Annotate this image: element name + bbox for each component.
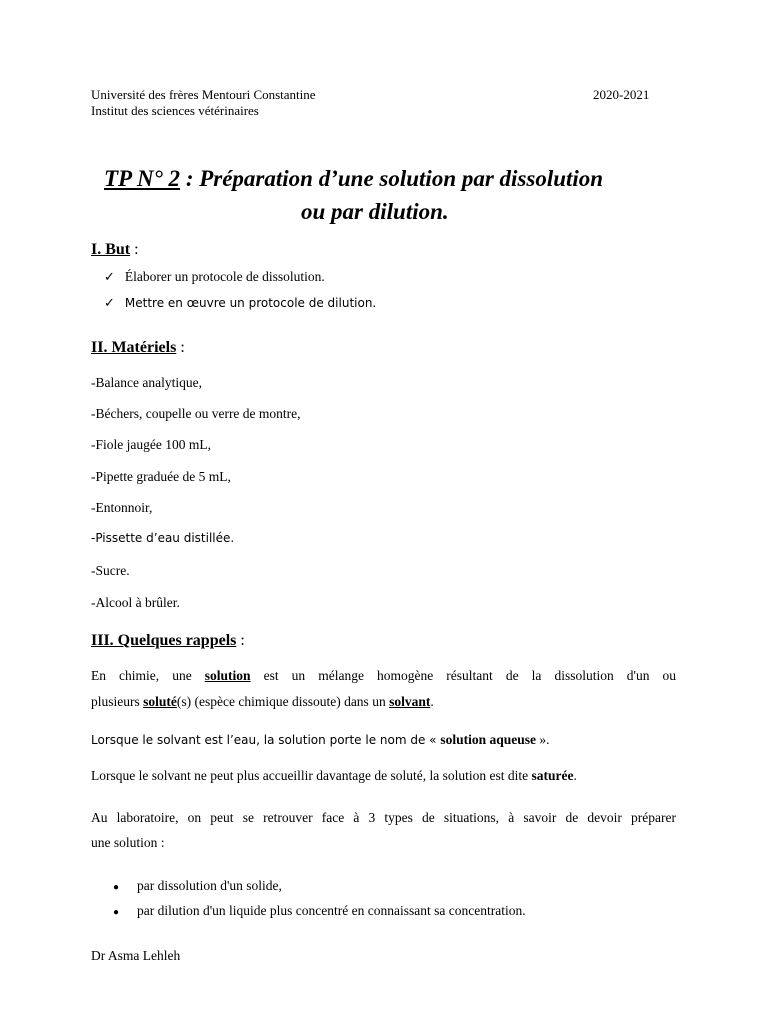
text-fragment: ».	[535, 732, 550, 747]
list-item	[113, 877, 282, 896]
text-fragment: plusieurs	[91, 694, 144, 709]
bullet-icon: ●	[113, 882, 120, 893]
but-item-text: Mettre en œuvre un protocole de dilution.	[124, 296, 377, 310]
section-materiels-colon: :	[176, 339, 185, 356]
institute-name: Institut des sciences vétérinaires	[91, 103, 259, 118]
term-saturee: saturée	[531, 768, 574, 783]
section-but-heading	[91, 240, 139, 260]
text-fragment: Lorsque le solvant est l’eau, la solution porte le nom de «	[91, 733, 441, 747]
section-rappels-label: III. Quelques rappels	[91, 632, 237, 649]
academic-year: 2020-2021	[593, 87, 650, 102]
term-solution-aqueuse: solution aqueuse	[440, 732, 536, 747]
section-materiels-label: II. Matériels	[91, 339, 177, 356]
checkmark-icon: ✓	[104, 269, 115, 284]
rappel-laboratoire-line1: Au laboratoire, on peut se retrouver face à 3 types de situations, à savoir de devoir préparer	[91, 810, 676, 825]
list-item-text: par dilution d'un liquide plus concentré en connaissant sa concentration.	[137, 903, 526, 918]
section-but-colon: :	[130, 241, 139, 258]
materiel-item: -Entonnoir,	[91, 500, 153, 515]
title-line2: ou par dilution.	[301, 199, 449, 224]
rappel-paragraph-line	[91, 693, 434, 710]
materiel-item: -Sucre.	[91, 563, 130, 578]
text-fragment: .	[573, 768, 577, 783]
but-item-text: Élaborer un protocole de dissolution.	[124, 269, 325, 284]
section-materiels-heading	[91, 338, 185, 358]
section-but-label: I. But	[91, 241, 131, 258]
but-item	[104, 268, 325, 285]
text-fragment: .	[430, 694, 434, 709]
footer-author: Dr Asma Lehleh	[91, 948, 181, 963]
term-solute: soluté	[143, 694, 177, 709]
text-fragment: est un mélange homogène résultant de la dissolution d'un ou	[250, 668, 676, 683]
but-item	[104, 294, 376, 312]
text-fragment: Lorsque le solvant ne peut plus accueillir davantage de soluté, la solution est dite	[91, 768, 532, 783]
materiel-item: -Pissette d’eau distillée.	[91, 531, 235, 545]
list-item	[113, 902, 526, 921]
text-fragment: En chimie, une	[91, 668, 205, 683]
text-fragment: (s) (espèce chimique dissoute) dans un	[176, 694, 390, 709]
rappel-paragraph-line	[91, 667, 676, 684]
section-rappels-colon: :	[236, 632, 245, 649]
bullet-icon: ●	[113, 907, 120, 918]
materiel-item: -Balance analytique,	[91, 375, 202, 390]
title-tp-number: TP N° 2	[104, 166, 181, 191]
page-title	[104, 165, 603, 193]
section-rappels-heading	[91, 631, 245, 651]
materiel-item: -Fiole jaugée 100 mL,	[91, 437, 211, 452]
term-solution: solution	[204, 668, 251, 683]
university-name: Université des frères Mentouri Constantine	[91, 87, 316, 102]
rappel-laboratoire-line2: une solution :	[91, 835, 165, 850]
materiel-item: -Béchers, coupelle ou verre de montre,	[91, 406, 301, 421]
rappel-aqueuse	[91, 731, 549, 749]
list-item-text: par dissolution d'un solide,	[137, 878, 282, 893]
checkmark-icon: ✓	[104, 295, 115, 310]
materiel-item: -Pipette graduée de 5 mL,	[91, 469, 231, 484]
term-solvant: solvant	[389, 694, 431, 709]
rappel-saturee	[91, 767, 577, 784]
materiel-item: -Alcool à brûler.	[91, 595, 180, 610]
title-line1: : Préparation d’une solution par dissolution	[180, 166, 604, 191]
